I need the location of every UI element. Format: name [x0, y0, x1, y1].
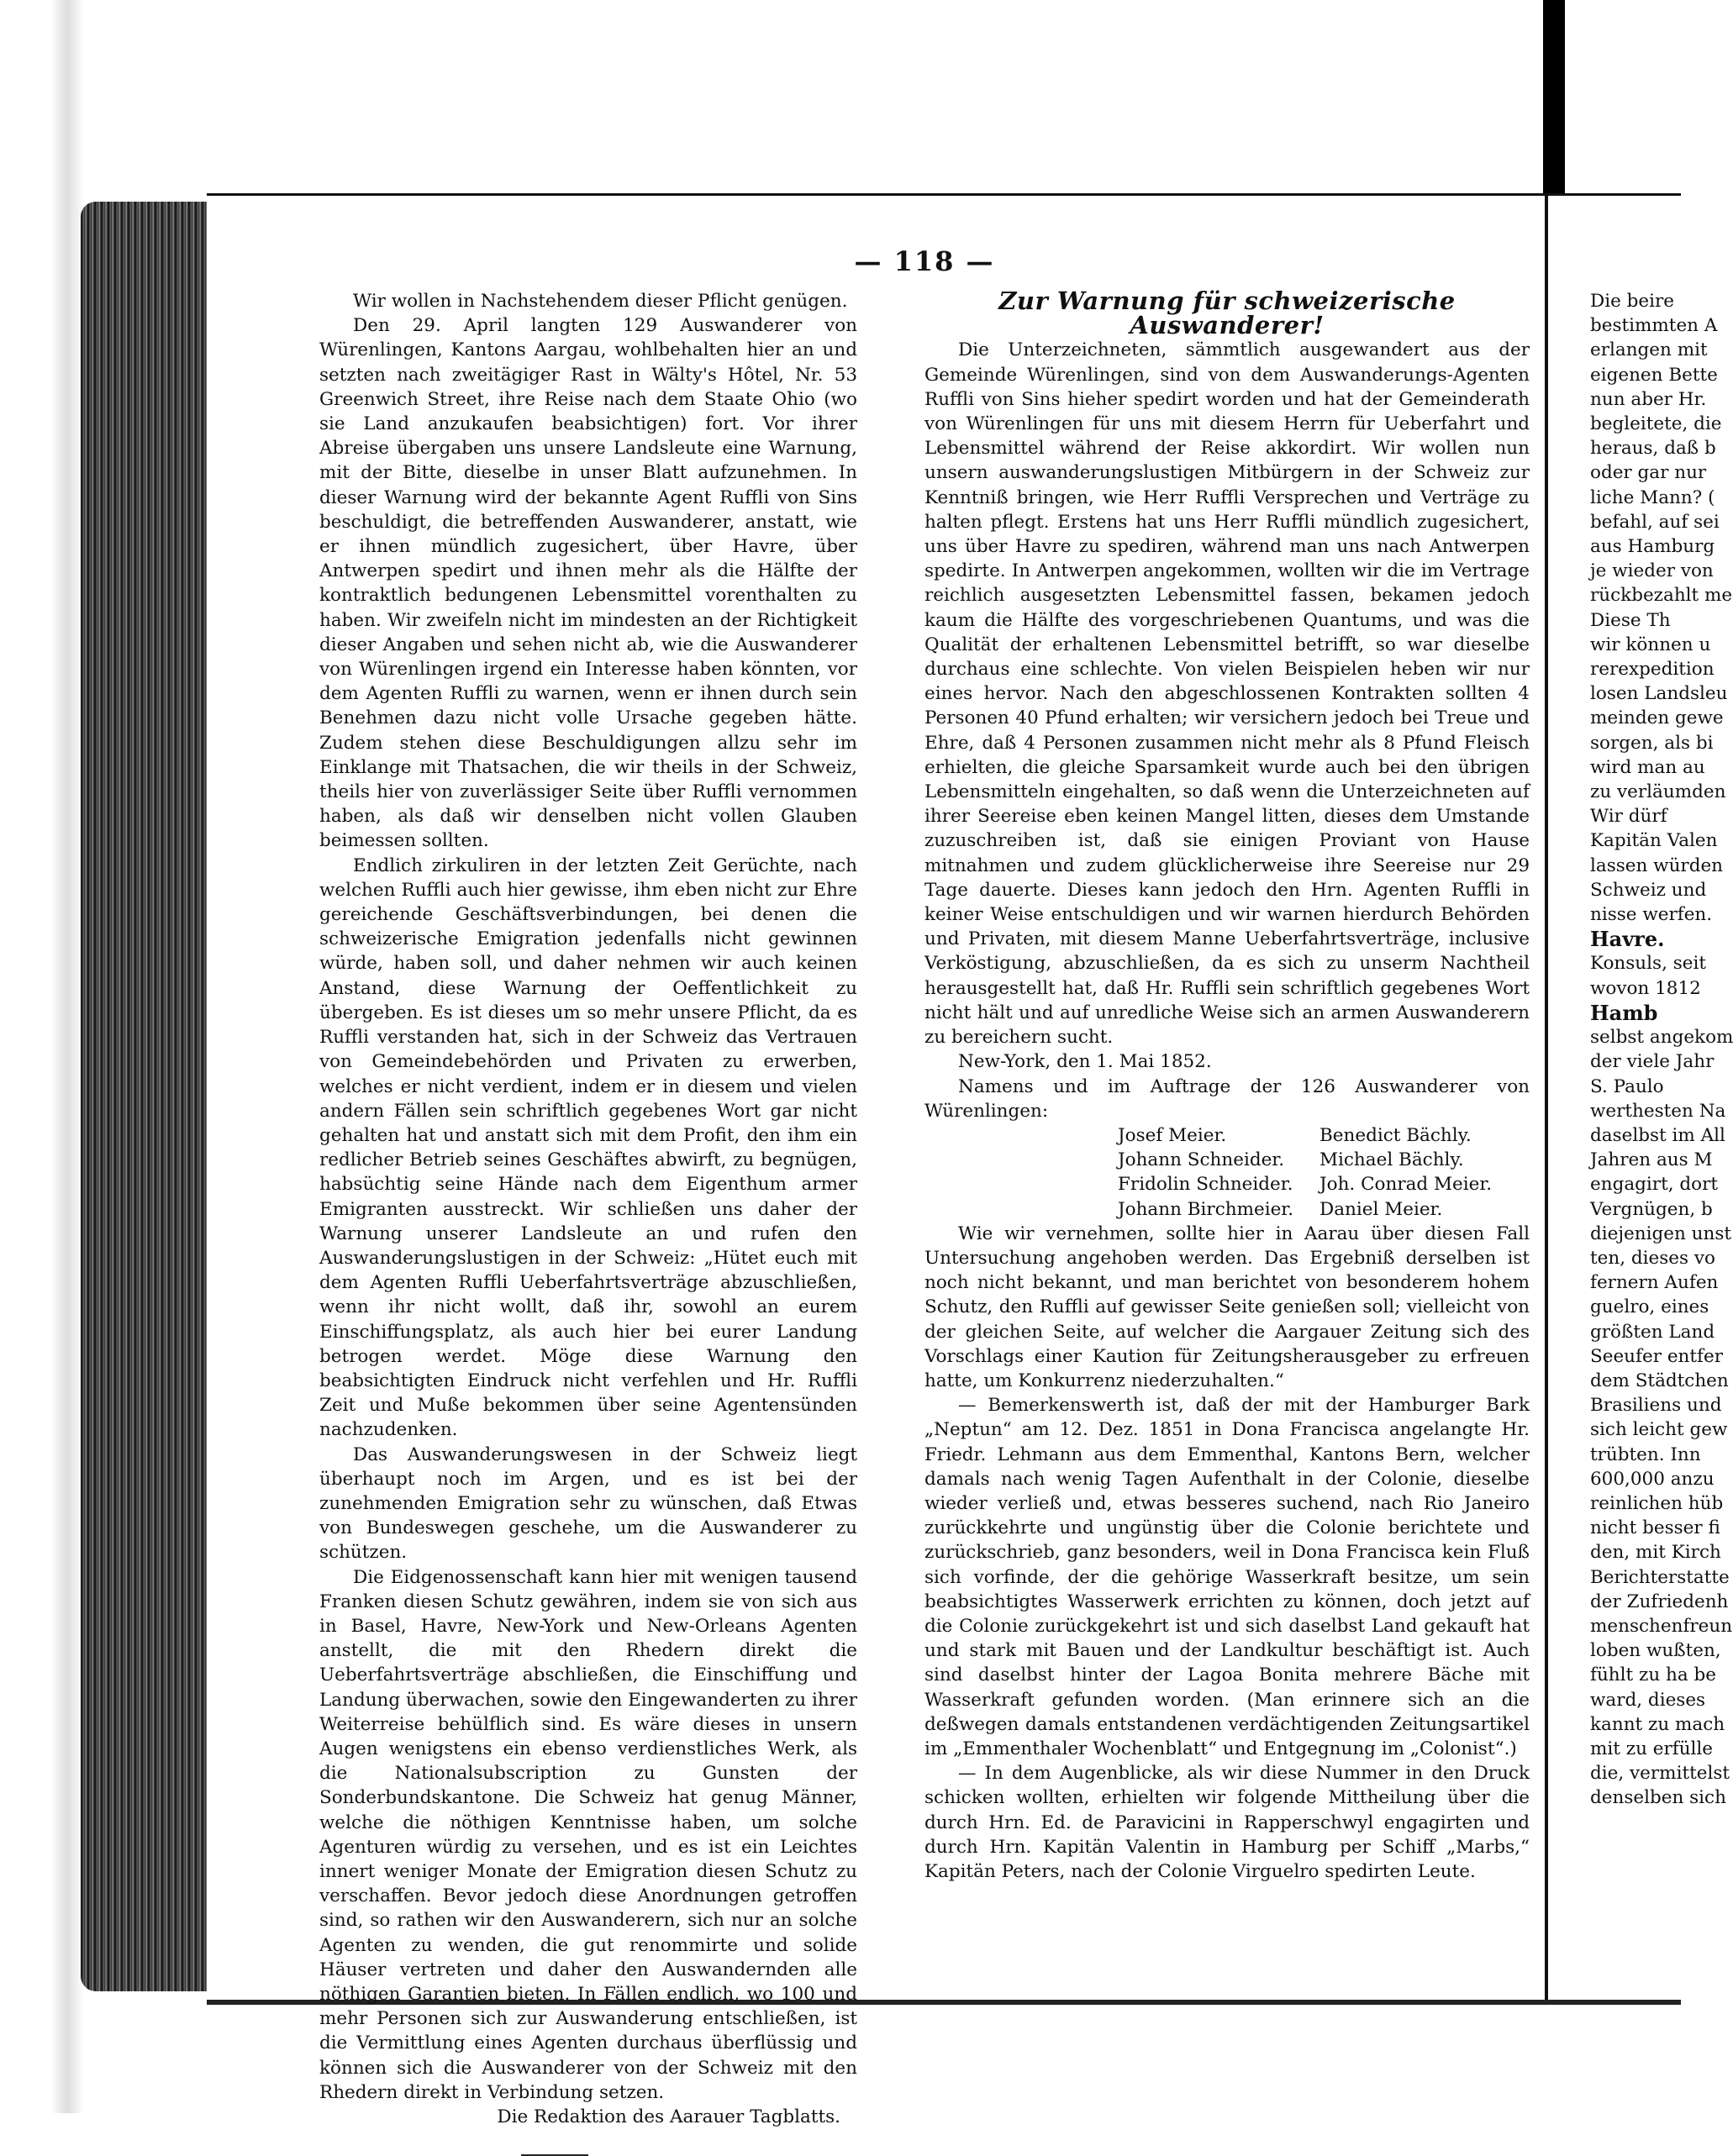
middle-column [924, 289, 1530, 1884]
left-paragraph-5: Die Eidgenossenschaft kann hier mit wenigen tausend Franken diesen Schutz gewähren, indem sie von sich aus in Basel, Havre, New-York und New-Orleans Agenten anstellt, die mit den Rhedern direkt die Ueberfahrtsverträge abschließen, die Einschiffung und Landung überwachen, sowie den Eingewanderten zu ihrer Weiterreise behülflich sind. Es wäre dieses in unsern Augen wenigstens ein ebenso verdienstliches Werk, als die Nationalsubscription zu Gunsten der Sonderbundskantone. Die Schweiz hat genug Männer, welche die nöthigen Kenntnisse haben, um solche Agenturen würdig zu versehen, und es ist ein Leichtes innert weniger Monate der Emigration diesen Schutz zu verschaffen. Bevor jedoch diese Anordnungen getroffen sind, so rathen wir den Auswanderern, sich nur an solche Agenten zu wenden, die gut renommirte und solide Häuser vertreten und daher den Auswandernden alle nöthigen Garantien bieten. In Fällen endlich, wo 100 und mehr Personen sich zur Auswanderung entschließen, ist die Vermittlung eines Agenten durchaus überflüssig und können sich die Auswanderer von der Schweiz mit den Rhedern direkt in Verbindung setzen. [319, 1566, 857, 2103]
left-paragraph-4: Das Auswanderungswesen in der Schweiz liegt überhaupt noch im Argen, und es ist bei der zunehmenden Emigration sehr zu wünschen, daß Etwas von Bundeswegen geschehe, um die Auswanderer zu schützen. [319, 1443, 857, 1564]
right-column-line: die, vermittelst [1590, 1763, 1730, 1785]
top-binding-bar [1543, 0, 1565, 197]
signatory-name: Benedict Bächly. [1320, 1124, 1472, 1146]
page-number: — 118 — [854, 245, 995, 277]
right-column-line: lassen würden [1590, 855, 1724, 876]
article-headline: Zur Warnung für schweizerische Auswanderer! [998, 287, 1456, 340]
signatory-name: Johann Birchmeier. [1118, 1198, 1294, 1220]
book-gutter [0, 0, 122, 2113]
left-column [319, 289, 857, 2156]
right-column-line: Berichterstatte [1590, 1566, 1730, 1588]
right-column-line: aus Hamburg [1590, 536, 1715, 558]
signatory-name: Michael Bächly. [1320, 1149, 1464, 1171]
right-column-line: oder gar nur [1590, 462, 1707, 484]
paravicini-paragraph: — In dem Augenblicke, als wir diese Nummer in den Druck schicken wollten, erhielten wir folgende Mittheilung über die durch Hrn. Ed. de Paravicini in Rapperschwyl engagirten und durch Hrn. Kapitän Valentin in Hamburg per Schiff „Marbs,“ Kapitän Peters, nach der Colonie Virguelro spedirten Leute. [924, 1763, 1530, 1882]
signatories-list [1118, 1123, 1530, 1222]
right-column-line: wovon 1812 [1590, 977, 1701, 999]
dateline: New-York, den 1. Mai 1852. [958, 1051, 1212, 1073]
right-column-line: meinden gewe [1590, 707, 1724, 729]
right-column-line: rerexpedition [1590, 659, 1715, 681]
right-column-line: nun aber Hr. [1590, 388, 1707, 410]
right-column-line: der viele Jahr [1590, 1051, 1715, 1073]
right-column-line: wir können u [1590, 634, 1711, 655]
right-column-line: Die beire [1590, 291, 1675, 312]
right-column-cut-off [1590, 289, 1733, 1811]
right-column-line: Vergnügen, b [1590, 1198, 1713, 1220]
right-column-line: Seeufer entfer [1590, 1345, 1723, 1367]
right-column-line: dem Städtchen [1590, 1370, 1729, 1391]
signatory-name: Josef Meier. [1118, 1124, 1227, 1146]
right-column-line: 600,000 anzu [1590, 1468, 1715, 1490]
right-column-line: sich leicht gew [1590, 1419, 1728, 1441]
right-column-line: S. Paulo [1590, 1075, 1664, 1097]
right-column-line: der Zufriedenh [1590, 1591, 1729, 1612]
right-column-line: bestimmten A [1590, 315, 1718, 337]
right-column-line: eigenen Bette [1590, 364, 1718, 386]
right-column-line: Brasiliens und [1590, 1395, 1722, 1417]
right-column-line: selbst angekom [1590, 1027, 1733, 1049]
left-paragraph-2: Den 29. April langten 129 Auswanderer von Würenlingen, Kantons Aargau, wohlbehalten hier an und setzten nach zweitägiger Rast in Wälty's Hôtel, Nr. 53 Greenwich Street, ihre Reise nach dem Staate Ohio (wo sie Land anzukaufen beabsichtigen) fort. Vor ihrer Abreise übergaben uns unsere Landsleute eine Warnung, mit der Bitte, dieselbe in unser Blatt aufzunehmen. In dieser Warnung wird der bekannte Agent Ruffli von Sins beschuldigt, die betreffenden Auswanderer, anstatt, wie er ihnen mündlich zugesichert, über Havre, über Antwerpen spedirt und ihnen mehr als die Hälfte der kontraktlich bedungenen Lebensmittel vorenthalten zu haben. Wir zweifeln nicht im mindesten an der Richtigkeit dieser Angaben und sehen nicht ab, wie die Auswanderer von Würenlingen irgend ein Interesse haben könnten, vor dem Agenten Ruffli zu warnen, wenn er ihnen durch sein Benehmen dazu nicht volle Ursache gegeben hätte. Zudem stehen diese Beschuldigungen allzu sehr im Einklange mit Thatsachen, die wir theils in der Schweiz, theils hier von zuverlässiger Seite über Ruffli vernommen haben, als daß wir denselben nicht vollen Glauben beimessen sollten. [319, 315, 857, 852]
page-edges [81, 202, 207, 1991]
right-column-line: engagirt, dort [1590, 1174, 1719, 1196]
aarau-investigation-paragraph: Wie wir vernehmen, sollte hier in Aarau über diesen Fall Untersuchung angehoben werden. Das Ergebniß derselben ist noch nicht bekannt, und man berichtet von besonderem hohem Schutz, den Ruffli auf gewisser Seite genießen soll; vielleicht von der gleichen Seite, auf welcher die Aargauer Zeitung sich des Vorschlags einer Kaution für Zeitungsherausgeber zu erfreuen hatte, um Konkurrenz niederzuhalten.“ [924, 1223, 1530, 1391]
right-column-line: nisse werfen. [1590, 904, 1713, 926]
on-behalf-line: Namens und im Auftrage der 126 Auswanderer von Würenlingen: [924, 1075, 1530, 1122]
right-column-line: je wieder von [1590, 560, 1714, 582]
right-column-line: loben wußten, [1590, 1640, 1721, 1662]
right-column-line: ward, dieses [1590, 1689, 1706, 1711]
right-column-line: rückbezahlt me [1590, 585, 1733, 607]
warning-paragraph: Die Unterzeichneten, sämmtlich ausgewandert aus der Gemeinde Würenlingen, sind von dem Auswanderungs-Agenten Ruffli von Sins hieher spedirt worden und hat der Gemeinderath von Würenlingen für uns mit diesem Herrn für Ueberfahrt und Lebensmittel während der Reise akkordirt. Wir wollen nun unsern auswanderungslustigen Mitbürgern in der Schweiz zur Kenntniß bringen, wie Herr Ruffli Versprechen und Verträge zu halten pflegt. Erstens hat uns Herr Ruffli mündlich zugesichert, uns über Havre zu spediren, während man uns nach Antwerpen spedirte. In Antwerpen angekommen, wollten wir die im Vertrage reichlich ausgesetzten Lebensmittel fassen, bekamen jedoch kaum die Hälfte des vorgeschriebenen Quantums, und was die Qualität der erhaltenen Lebensmittel betrifft, so war dieselbe durchaus eine schlechte. Von vielen Beispielen heben wir nur eines hervor. Nach den abgeschlossenen Kontrakten sollten 4 Personen 40 Pfund erhalten; wir versichern jedoch bei Treue und Ehre, daß 4 Personen zusammen nicht mehr als 8 Pfund Fleisch erhielten, die gleiche Sparsamkeit wurde auch bei den übrigen Lebensmitteln eingehalten, so daß wenn die Unterzeichneten auf ihrer Seereise eben keinen Mangel litten, dieses dem Umstande zuzuschreiben ist, daß sie einigen Proviant von Hause mitnahmen und zudem glücklicherweise ihre Seereise nur 29 Tage dauerte. Dieses kann jedoch den Hrn. Agenten Ruffli in keiner Weise entschuldigen und wir warnen hierdurch Behörden und Privaten, mit diesem Manne Ueberfahrtsverträge, inclusive Verköstigung, abzuschließen, da es sich zu unserm Nachtheil herausgestellt hat, daß Hr. Ruffli sein schriftlich gegebenes Wort nicht hält und auf unredliche Weise sich an armen Auswanderern zu bereichern sucht. [924, 339, 1530, 1049]
right-column-line: fühlt zu ha be [1590, 1664, 1716, 1686]
column-rule-right [1545, 193, 1548, 2000]
right-column-line: werthesten Na [1590, 1100, 1726, 1122]
right-column-line: kannt zu mach [1590, 1713, 1725, 1735]
right-column-line: fernern Aufen [1590, 1272, 1719, 1294]
right-column-line: liche Mann? ( [1590, 486, 1715, 508]
right-column-line: menschenfreun [1590, 1615, 1733, 1637]
signatory-name: Johann Schneider. [1118, 1149, 1285, 1171]
right-column-line: losen Landsleu [1590, 683, 1728, 705]
right-column-line: erlangen mit [1590, 339, 1708, 361]
right-column-line: nicht besser fi [1590, 1517, 1720, 1539]
lehmann-paragraph: — Bemerkenswerth ist, daß der mit der Hamburger Bark „Neptun“ am 12. Dez. 1851 in Dona Francisca angelangte Hr. Friedr. Lehmann aus dem Emmenthal, Kantons Bern, welcher damals nach wenig Tagen Aufenthalt in der Colonie, dieselbe wieder verließ und, etwas besseres suchend, nach Rio Janeiro zurückkehrte und ungünstig über die Colonie berichtete und zurückschrieb, ganz besonders, weil in Dona Francisca kein Fluß sich vorfinde, der die gehörige Wasserkraft besitze, um sein beabsichtigtes Wasserwerk errichten zu können, doch jetzt auf die Colonie zurückgekehrt ist und sich daselbst Land gekauft hat und stark mit Bauen und der Landkultur beschäftigt ist. Auch sind daselbst hinter der Lagoa Bonita mehrere Bäche mit Wasserkraft gefunden worden. (Man erinnere sich an die deßwegen damals entstandenen verdächtigenden Zeitungsartikel im „Emmenthaler Wochenblatt“ und Entgegnung im „Colonist“.) [924, 1395, 1530, 1759]
right-column-line: Wir dürf [1590, 806, 1667, 828]
right-column-line: begleitete, die [1590, 413, 1722, 435]
right-column-line: Diese Th [1590, 609, 1671, 631]
right-column-line: wird man au [1590, 756, 1705, 778]
right-column-line: befahl, auf sei [1590, 511, 1720, 533]
signatory-name: Joh. Conrad Meier. [1320, 1174, 1493, 1196]
right-column-line: Havre. [1590, 927, 1665, 952]
signatory-name: Fridolin Schneider. [1118, 1174, 1293, 1196]
right-column-line: guelro, eines [1590, 1296, 1709, 1318]
right-column-line: sorgen, als bi [1590, 732, 1714, 754]
right-column-line: diejenigen unst [1590, 1223, 1732, 1244]
editorial-signature: Die Redaktion des Aarauer Tagblatts. [497, 2106, 840, 2128]
right-column-line: denselben sich [1590, 1787, 1726, 1809]
right-column-line: den, mit Kirch [1590, 1542, 1721, 1564]
right-column-line: größten Land [1590, 1321, 1715, 1343]
right-column-line: Jahren aus M [1590, 1149, 1713, 1171]
right-column-line: trübten. Inn [1590, 1443, 1701, 1465]
right-column-line: ten, dieses vo [1590, 1247, 1715, 1269]
gutter-shadow [0, 0, 84, 2113]
right-column-line: Hamb [1590, 1000, 1658, 1025]
right-column-line: Kapitän Valen [1590, 830, 1718, 852]
signatory-name: Daniel Meier. [1320, 1198, 1443, 1220]
left-paragraph-1: Wir wollen in Nachstehendem dieser Pflicht genügen. [353, 291, 848, 312]
right-column-line: Schweiz und [1590, 879, 1707, 901]
right-column-line: daselbst im All [1590, 1124, 1725, 1146]
right-column-line: heraus, daß b [1590, 438, 1716, 460]
left-paragraph-3: Endlich zirkuliren in der letzten Zeit Gerüchte, nach welchen Ruffli auch hier gewisse, ihm eben nicht zur Ehre gereichende Geschäftsverbindungen, bei denen die schweizerische Emigration jedenfalls nicht gewinnen würde, haben soll, und daher nehmen wir auch keinen Anstand, diese Warnung der Oeffentlichkeit zu übergeben. Es ist dieses um so mehr unsere Pflicht, da es Ruffli verstanden hat, sich in der Schweiz das Vertrauen von Gemeindebehörden und Privaten zu erwerben, welches er nicht verdient, indem er in diesem und vielen andern Fällen sein schriftlich gegebenes Wort gar nicht gehalten hat und anstatt sich mit dem Profit, den ihm ein redlicher Betrieb seines Geschäftes abwirft, zu begnügen, habsüchtig seine Hände nach dem Eigenthum armer Emigranten ausstreckt. Wir schließen uns daher der Warnung unserer Landsleute an und rufen den Auswanderungslustigen in der Schweiz: „Hütet euch mit dem Agenten Ruffli Ueberfahrtsverträge abzuschließen, wenn ihr nicht wollt, daß ihr, sowohl an eurem Einschiffungsplatz, als auch hier bei eurer Landung betrogen werdet. Möge diese Warnung den beabsichtigten Eindruck nicht verfehlen und Hr. Ruffli Zeit und Muße bekommen über seine Agentensünden nachzudenken. [319, 855, 857, 1441]
right-column-line: mit zu erfülle [1590, 1738, 1714, 1759]
right-column-line: reinlichen hüb [1590, 1492, 1724, 1514]
right-column-line: zu verläumden [1590, 781, 1726, 803]
right-column-line: Konsuls, seit [1590, 953, 1707, 975]
